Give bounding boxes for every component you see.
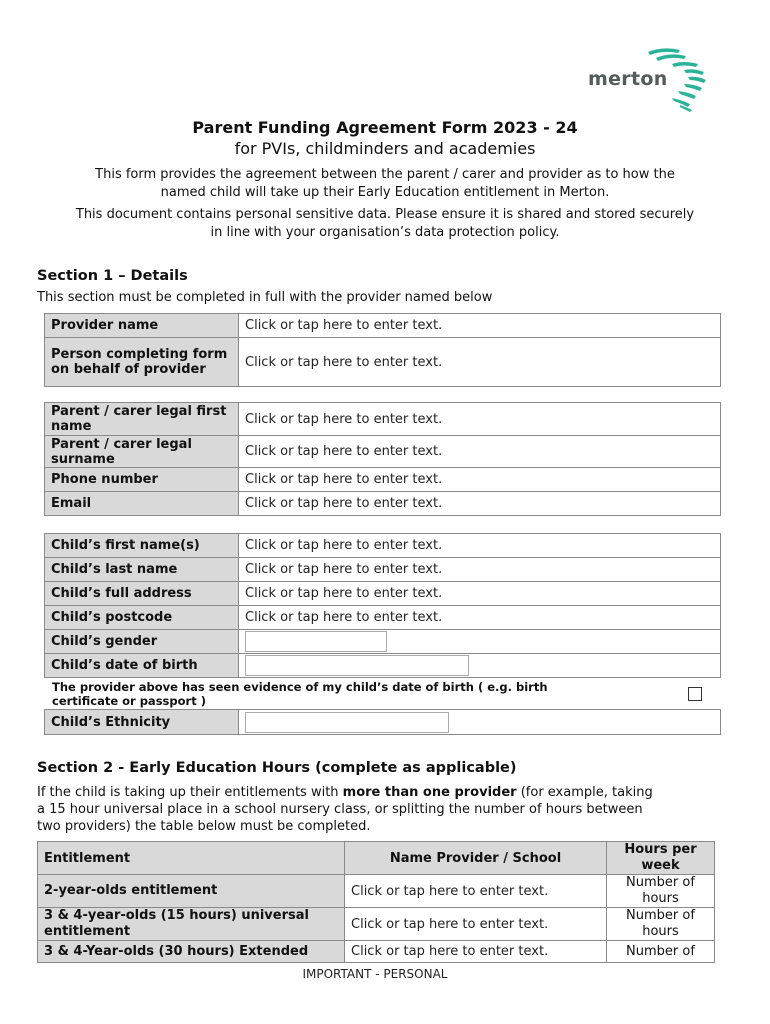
intro-1-line-1: This form provides the agreement between the parent / carer and provider as to how the — [95, 167, 675, 182]
parent-first-name-input[interactable]: Click or tap here to enter text. — [239, 403, 721, 436]
hours-2yo-input[interactable] — [607, 875, 715, 908]
desc-bold-text: more than one provider — [342, 785, 517, 800]
child-gender-input[interactable] — [245, 631, 387, 652]
parent-surname-label: Parent / carer legal surname — [45, 436, 239, 468]
child-gender-cell — [239, 630, 721, 654]
intro-paragraph-1 — [40, 166, 730, 202]
provider-2yo-input[interactable]: Click or tap here to enter text. — [345, 875, 607, 908]
hours-30-hours-input[interactable] — [607, 941, 715, 963]
hours-15-hours-input[interactable] — [607, 908, 715, 941]
child-dob-input[interactable] — [245, 655, 469, 676]
hours-30-line-1: Number of — [626, 943, 695, 959]
child-address-input[interactable]: Click or tap here to enter text. — [239, 582, 721, 606]
child-ethnicity-cell — [239, 710, 721, 735]
dob-evidence-statement — [52, 680, 632, 708]
table-row — [45, 710, 721, 735]
section-2-desc-line-2: a 15 hour universal place in a school nursery class, or splitting the number of hours between — [37, 802, 643, 817]
table-row — [45, 558, 721, 582]
evidence-line-2: certificate or passport ) — [52, 694, 206, 708]
child-address-label: Child’s full address — [45, 582, 239, 606]
form-title: Parent Funding Agreement Form 2023 - 24 — [192, 118, 578, 137]
child-table — [44, 533, 721, 678]
intro-1-line-2: named child will take up their Early Education entitlement in Merton. — [160, 185, 610, 200]
phone-number-input[interactable]: Click or tap here to enter text. — [239, 468, 721, 492]
child-postcode-input[interactable]: Click or tap here to enter text. — [239, 606, 721, 630]
section-2-desc-line-3: two providers) the table below must be completed. — [37, 819, 371, 834]
table-row — [45, 338, 721, 387]
table-row — [45, 492, 721, 516]
desc-text-after: (for example, taking — [516, 785, 653, 800]
evidence-line-1: The provider above has seen evidence of my child’s date of birth ( e.g. birth — [52, 680, 548, 694]
parent-first-name-label: Parent / carer legal first name — [45, 403, 239, 436]
desc-text-before: If the child is taking up their entitlements with — [37, 785, 343, 800]
parent-surname-input[interactable]: Click or tap here to enter text. — [239, 436, 721, 468]
email-input[interactable]: Click or tap here to enter text. — [239, 492, 721, 516]
phone-number-label: Phone number — [45, 468, 239, 492]
section-2-heading: Section 2 - Early Education Hours (complete as applicable) — [37, 760, 517, 776]
merton-logo — [588, 44, 718, 114]
section-2-desc-line-1 — [37, 784, 737, 801]
provider-name-input[interactable]: Click or tap here to enter text. — [239, 314, 721, 338]
section-1-heading: Section 1 – Details — [37, 268, 188, 284]
ethnicity-table — [44, 709, 721, 735]
provider-name-label: Provider name — [45, 314, 239, 338]
table-row — [45, 606, 721, 630]
child-gender-label: Child’s gender — [45, 630, 239, 654]
entitlement-30-hours: 3 & 4-Year-olds (30 hours) Extended — [38, 941, 345, 963]
column-header-provider: Name Provider / School — [345, 842, 607, 875]
child-first-name-label: Child’s first name(s) — [45, 534, 239, 558]
entitlement-15-line-2: entitlement — [44, 924, 131, 939]
intro-paragraph-2 — [40, 206, 730, 242]
child-postcode-label: Child’s postcode — [45, 606, 239, 630]
table-row — [38, 908, 715, 941]
entitlement-2yo: 2-year-olds entitlement — [38, 875, 345, 908]
intro-2-line-1: This document contains personal sensitive data. Please ensure it is shared and stored securely — [75, 207, 695, 222]
provider-table — [44, 313, 721, 387]
child-dob-cell — [239, 654, 721, 678]
person-completing-input[interactable]: Click or tap here to enter text. — [239, 338, 721, 387]
child-ethnicity-input[interactable] — [245, 712, 449, 733]
entitlement-15-line-1: 3 & 4-year-olds (15 hours) universal — [44, 908, 309, 923]
hours-15-line-1: Number of — [626, 908, 695, 923]
logo-text: merton — [588, 68, 668, 90]
section-2-description — [37, 784, 737, 835]
child-first-name-input[interactable]: Click or tap here to enter text. — [239, 534, 721, 558]
hours-2yo-line-1: Number of — [626, 875, 695, 890]
table-row — [45, 582, 721, 606]
table-row — [45, 630, 721, 654]
hours-15-line-2: hours — [642, 924, 679, 939]
form-subtitle: for PVIs, childminders and academies — [234, 139, 536, 158]
table-header-row — [38, 842, 715, 875]
table-row — [45, 534, 721, 558]
table-row — [38, 875, 715, 908]
dob-evidence-checkbox[interactable] — [688, 687, 702, 701]
table-row — [45, 403, 721, 436]
hours-header-line-1: Hours per — [624, 842, 697, 857]
hours-header-line-2: week — [641, 858, 680, 873]
table-row — [45, 436, 721, 468]
column-header-entitlement: Entitlement — [38, 842, 345, 875]
hours-2yo-line-2: hours — [642, 891, 679, 906]
parent-table — [44, 402, 721, 516]
section-1-description: This section must be completed in full with the provider named below — [37, 290, 493, 305]
table-row — [45, 654, 721, 678]
table-row — [45, 314, 721, 338]
email-label: Email — [45, 492, 239, 516]
child-dob-label: Child’s date of birth — [45, 654, 239, 678]
table-row — [38, 941, 715, 963]
provider-15-hours-input[interactable]: Click or tap here to enter text. — [345, 908, 607, 941]
table-row — [45, 468, 721, 492]
child-ethnicity-label: Child’s Ethnicity — [45, 710, 239, 735]
hours-table — [37, 841, 715, 963]
provider-30-hours-input[interactable]: Click or tap here to enter text. — [345, 941, 607, 963]
column-header-hours — [607, 842, 715, 875]
entitlement-15-hours — [38, 908, 345, 941]
child-last-name-input[interactable]: Click or tap here to enter text. — [239, 558, 721, 582]
intro-2-line-2: in line with your organisation’s data protection policy. — [210, 225, 560, 240]
footer-classification: IMPORTANT - PERSONAL — [302, 967, 448, 981]
child-last-name-label: Child’s last name — [45, 558, 239, 582]
person-completing-label: Person completing form on behalf of provider — [45, 338, 239, 387]
